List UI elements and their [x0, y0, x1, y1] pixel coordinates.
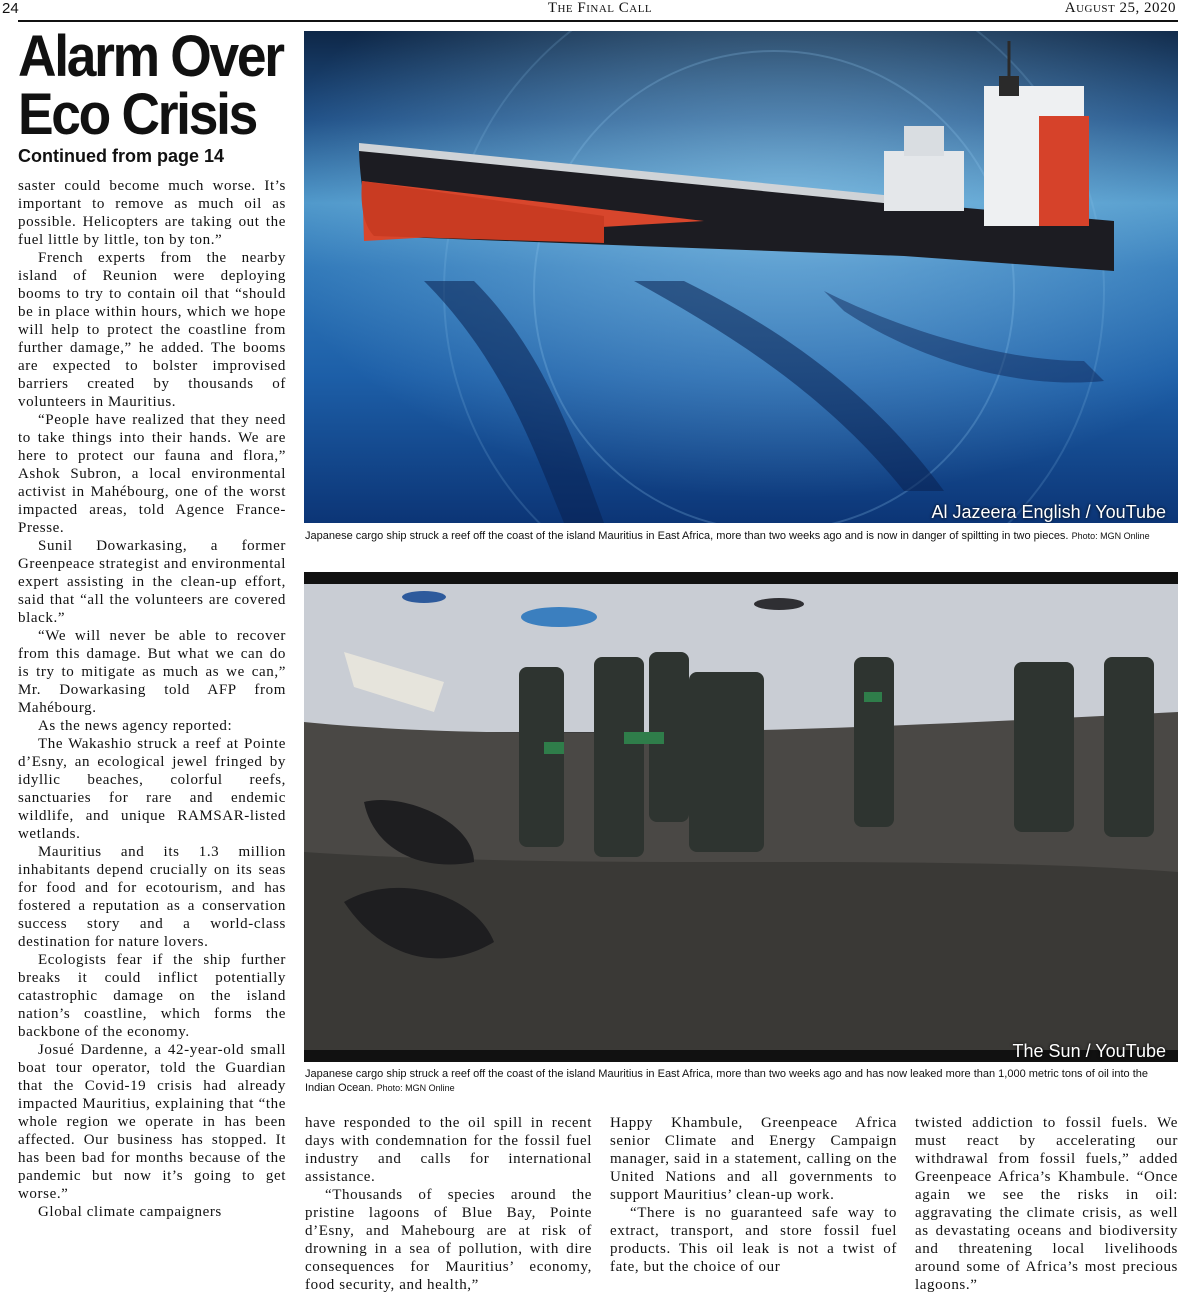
header-rule: [18, 20, 1178, 22]
paragraph: “There is no guaranteed safe way to extract, transport, and store fossil fuel products. This oil leak is not a twist of fate, but the choice of our: [610, 1205, 897, 1275]
paragraph: Sunil Dowarkasing, a former Greenpeace strategist and environmental expert assisting in the clean-up effort, said that “all the volunteers are covered black.”: [18, 538, 286, 626]
paragraph: Happy Khambule, Greenpeace Africa senior Climate and Energy Campaign manager, said in a statement, calling on the United Nations and all governments to support Mauritius’ clean-up work.: [610, 1115, 897, 1203]
paragraph: twisted addiction to fossil fuels. We must react by accelerating our withdrawal from fossil fuels,” added Greenpeace Africa’s Khambule. “Once again we see the risks in oil: aggravating the climate crisis, as well as devastating oceans and biodiversity and threatening local livelihoods around some of Africa’s most precious lagoons.”: [915, 1115, 1178, 1293]
page-header: [0, 0, 1200, 22]
photo-credit-overlay: The Sun / YouTube: [1012, 1041, 1166, 1061]
paragraph: “People have realized that they need to take things into their hands. We are here to protect our fauna and flora,” Ashok Subron, a local environmental activist in Mahébourg, one of the worst impacted areas, told Agence France-Presse.: [18, 412, 286, 536]
paragraph: Global climate campaigners: [38, 1204, 222, 1220]
paragraph: As the news agency reported:: [38, 718, 233, 734]
cleanup-photo: [304, 572, 1178, 1062]
article-column-1: [18, 177, 286, 1295]
photo-caption: [305, 1067, 1178, 1095]
paragraph: Josué Dardenne, a 42-year-old small boat tour operator, told the Guardian that the Covid-19 crisis had already impacted Mauritius, explaining that “the whole region we operate in has been affected. Our business has stopped. It has been bad for months because of the pandemic but now it’s going to get worse.”: [18, 1042, 286, 1202]
caption-photo-credit: Photo: MGN Online: [1071, 531, 1150, 541]
page-number: 24: [2, 0, 19, 17]
caption-text: Japanese cargo ship struck a reef off the coast of the island Mauritius in East Africa, more than two weeks ago and is now in danger of spiltting in two pieces.: [305, 530, 1069, 542]
paragraph: saster could become much worse. It’s important to remove as much oil as possible. Helicopters are taking out the fuel little by little, ton by ton.”: [18, 178, 286, 248]
paragraph: The Wakashio struck a reef at Pointe d’Esny, an ecological jewel fringed by idyllic beaches, colorful reefs, sanctuaries for rare and endemic wildlife, and unique RAMSAR-listed wetlands.: [18, 736, 286, 842]
paragraph: Mauritius and its 1.3 million inhabitants depend crucially on its seas for food and for ecotourism, and has fostered a reputation as a conservation success story and a world-class destination for nature lovers.: [18, 844, 286, 950]
issue-date: August 25, 2020: [1064, 0, 1176, 16]
paragraph: Ecologists fear if the ship further breaks it could inflict potentially catastrophic damage on the island nation’s coastline, which forms the backbone of the economy.: [18, 952, 286, 1040]
publication-name: The Final Call: [547, 0, 653, 16]
continued-line: Continued from page 14: [18, 146, 225, 166]
paragraph: French experts from the nearby island of Reunion were deploying booms to try to contain oil that “should be in place within hours, which we hope will help to protect the coastline from further damage,” he added. The booms are expected to bolster improvised barriers created by thousands of volunteers in Mauritius.: [18, 250, 286, 410]
paragraph: “Thousands of species around the pristine lagoons of Blue Bay, Pointe d’Esny, and Mahebourg are at risk of drowning in a sea of pollution, with dire consequences for Mauritius’ economy, food security, and health,”: [305, 1187, 592, 1293]
article-headline: Alarm Over Eco Crisis: [18, 24, 283, 147]
caption-photo-credit: Photo: MGN Online: [376, 1083, 455, 1093]
photo-credit-overlay: Al Jazeera English / YouTube: [931, 502, 1166, 522]
article-column-2: [305, 1114, 592, 1296]
ship-photo: [304, 31, 1178, 523]
article-column-3: [610, 1114, 897, 1296]
caption-text: Japanese cargo ship struck a reef off the coast of the island Mauritius in East Africa, more than two weeks ago and has now leaked more than 1,000 metric tons of oil into the Indian Ocean.: [305, 1068, 1148, 1094]
article-column-4: [915, 1114, 1178, 1296]
ship-illustration: [304, 31, 1178, 523]
photo-caption: [305, 529, 1178, 543]
paragraph: have responded to the oil spill in recent days with condemnation for the fossil fuel industry and calls for international assistance.: [305, 1115, 592, 1185]
paragraph: “We will never be able to recover from this damage. But what we can do is try to mitigate as much as we can,” Mr. Dowarkasing told AFP from Mahébourg.: [18, 628, 286, 716]
cleanup-illustration: [304, 572, 1178, 1062]
